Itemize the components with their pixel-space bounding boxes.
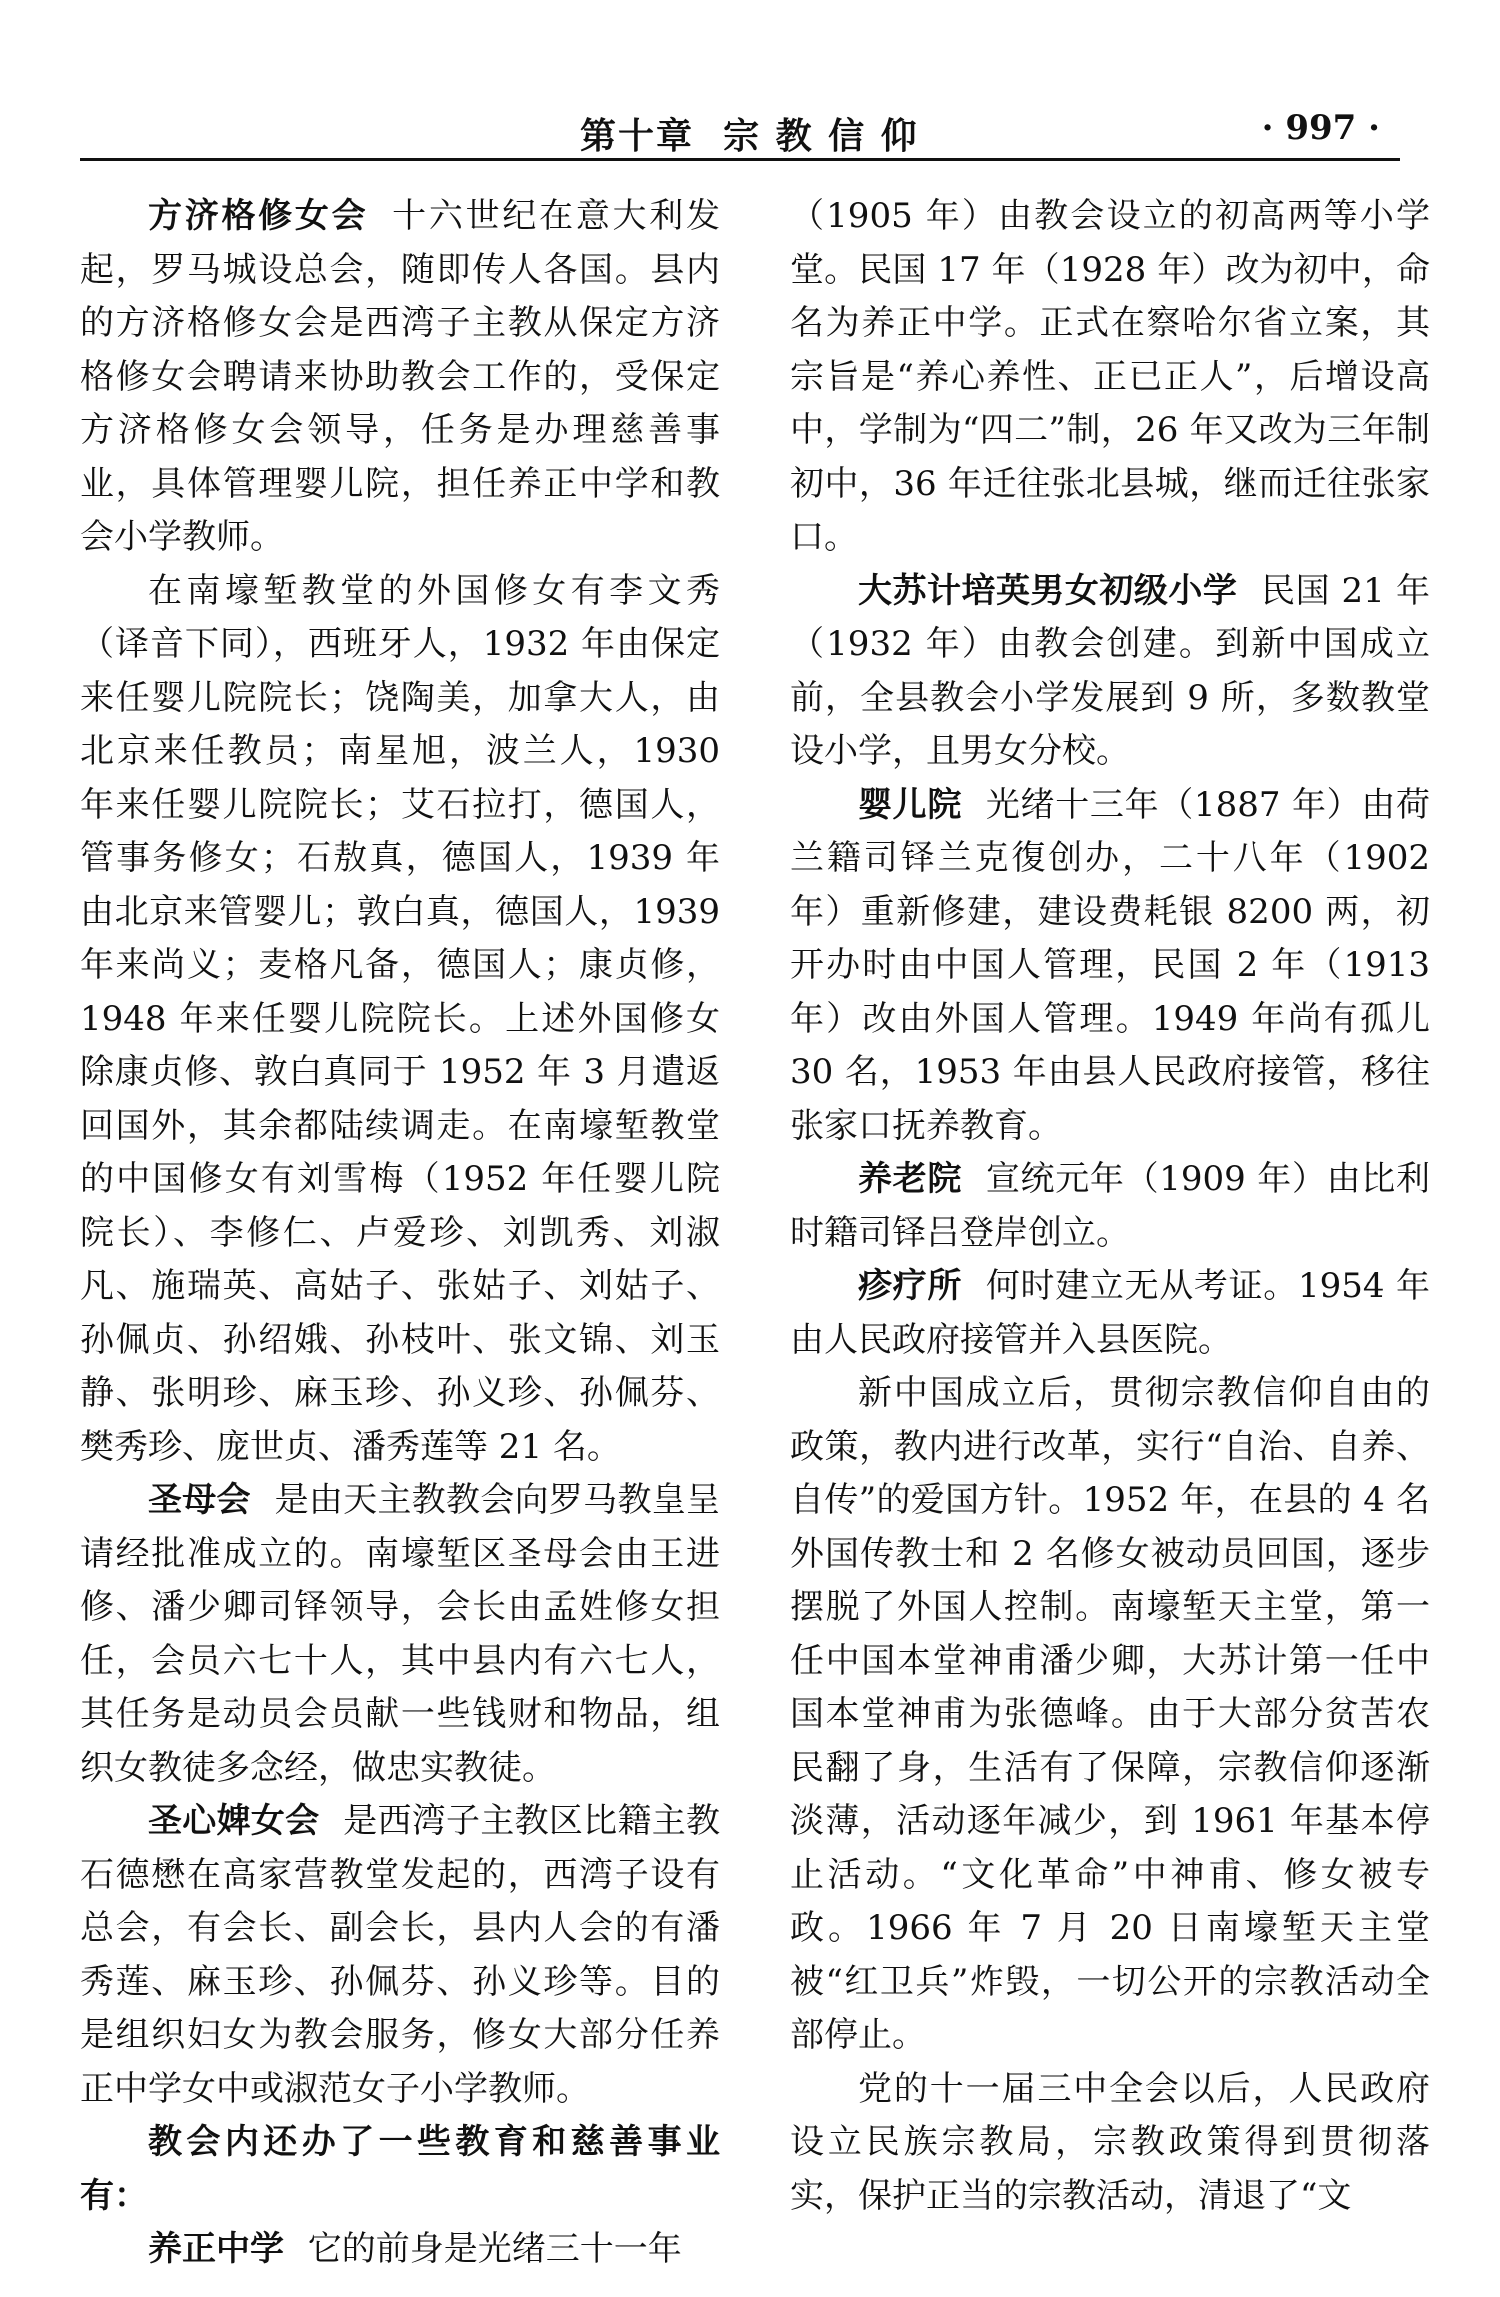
- page-number: · 997 ·: [1261, 108, 1380, 148]
- term-franciscan-sisters: 方济格修女会: [148, 196, 369, 236]
- term-clinic: 疹疗所: [858, 1266, 963, 1306]
- term-orphanage: 婴儿院: [858, 784, 963, 825]
- paragraph-text: 新中国成立后，贯彻宗教信仰自由的政策，教内进行改革，实行“自治、自养、自传”的爱国方针。1952 年，在县的 4 名外国传教士和 2 名修女被动员回国，逐步摆脱了外国人控制。南壕堑天主堂，第一任中国本堂神甫潘少卿，大苏计第一任中国本堂神甫为张德峰。由于大部分贫苦农民翻了身，生活有了保障，宗教信仰逐渐淡薄，活动逐年减少，到 1961 年基本停止活动。“文化革命”中神甫、修女被专政。1966 年 7 月 20 日南壕堑天主堂被“红卫兵”炸毁，一切公开的宗教活动全部停止。: [790, 1373, 1430, 2055]
- paragraph-text: （1905 年）由教会设立的初高两等小学堂。民国 17 年（1928 年）改为初中，命名为养正中学。正式在察哈尔省立案，其宗旨是“养心养性、正已正人”，后增设高中，学制为“四二”制，26 年又改为三年制初中，36 年迁往张北县城，继而迁往张家口。: [790, 196, 1430, 557]
- paragraph-text: 它的前身是光绪三十一年: [307, 2229, 682, 2269]
- right-column: [790, 190, 1430, 2223]
- paragraph-text: 何时建立无从考证。1954 年由人民政府接管并入县医院。: [790, 1266, 1430, 1360]
- paragraph-clinic: [790, 1260, 1430, 1367]
- paragraph-text: 光绪十三年（1887 年）由荷兰籍司铎兰克復创办，二十八年（1902 年）重新修建，建设费耗银 8200 两，初开办时由中国人管理，民国 2 年（1913 年）改由外国人管理。1949 年尚有孤儿 30 名，1953 年由县人民政府接管，移往张家口抚养教育。: [790, 784, 1430, 1146]
- paragraph-text: 是由天主教教会向罗马教皇呈请经批准成立的。南壕堑区圣母会由王进修、潘少卿司铎领导，会长由孟姓修女担任，会员六七十人，其中县内有六七人，其任务是动员会员献一些钱财和物品，组织女教徒多念经，做忠实教徒。: [80, 1480, 721, 1788]
- paragraph-franciscan-sisters: [80, 190, 720, 565]
- paragraph-nursing-home: [790, 1153, 1430, 1260]
- paragraph-text: 宣统元年（1909 年）由比利时籍司铎吕登岸创立。: [790, 1159, 1430, 1253]
- paragraph-sacred-heart-society: [80, 1795, 720, 2116]
- paragraph-text: 是西湾子主教区比籍主教石德懋在高家营教堂发起的，西湾子设有总会，有会长、副会长，县内人会的有潘秀莲、麻玉珍、孙佩芬、孙义珍等。目的是组织妇女为教会服务，修女大部分任养正中学女中或淑范女子小学教师。: [80, 1801, 721, 2109]
- paragraph-education-intro: [80, 2116, 720, 2223]
- paragraph-peiying-school: [790, 565, 1430, 779]
- left-column: [80, 190, 720, 2277]
- paragraph-text: 在南壕堑教堂的外国修女有李文秀（译音下同），西班牙人，1932 年由保定来任婴儿院院长；饶陶美，加拿大人，由北京来任教员；南星旭，波兰人，1930 年来任婴儿院院长；艾石拉打，德国人，管事务修女；石敖真，德国人，1939 年由北京来管婴儿；敦白真，德国人，1939 年来尚义；麦格凡备，德国人；康贞修，1948 年来任婴儿院院长。上述外国修女除康贞修、敦白真同于 1952 年 3 月遣返回国外，其余都陆续调走。在南壕堑教堂的中国修女有刘雪梅（1952 年任婴儿院院长）、李修仁、卢爱珍、刘凯秀、刘淑凡、施瑞英、高姑子、张姑子、刘姑子、孙佩贞、孙绍娥、孙枝叶、张文锦、刘玉静、张明珍、麻玉珍、孙义珍、孙佩芬、樊秀珍、庞世贞、潘秀莲等 21 名。: [80, 570, 720, 1467]
- term-nursing-home: 养老院: [858, 1159, 963, 1199]
- paragraph-post-1949: [790, 1367, 1430, 2063]
- paragraph-orphanage: [790, 779, 1430, 1154]
- term-sacred-heart-society: 圣心婢女会: [148, 1801, 320, 1841]
- chapter-title: 第十章 宗 教 信 仰: [580, 115, 919, 157]
- term-marian-society: 圣母会: [148, 1480, 251, 1520]
- paragraph-yangzheng-school-cont: [790, 190, 1430, 565]
- paragraph-foreign-sisters: [80, 565, 720, 1475]
- paragraph-text: 民国 21 年（1932 年）由教会创建。到新中国成立前，全县教会小学发展到 9 所，多数教堂设小学，且男女分校。: [790, 570, 1431, 771]
- term-peiying-school: 大苏计培英男女初级小学: [858, 570, 1238, 611]
- paragraph-text: 教会内还办了一些教育和慈善事业有：: [80, 2122, 720, 2216]
- page-header: [80, 100, 1400, 160]
- term-yangzheng-school: 养正中学: [148, 2229, 284, 2269]
- paragraph-text: 党的十一届三中全会以后，人民政府设立民族宗教局，宗教政策得到贯彻落实，保护正当的宗教活动，清退了“文: [790, 2068, 1430, 2216]
- paragraph-text: 十六世纪在意大利发起，罗马城设总会，随即传人各国。县内的方济格修女会是西湾子主教从保定方济格修女会聘请来协助教会工作的，受保定方济格修女会领导，任务是办理慈善事业，具体管理婴儿院，担任养正中学和教会小学教师。: [80, 196, 721, 557]
- paragraph-yangzheng-school: [80, 2223, 720, 2277]
- paragraph-third-plenum: [790, 2063, 1430, 2224]
- header-rule: [80, 158, 1400, 161]
- paragraph-marian-society: [80, 1474, 720, 1795]
